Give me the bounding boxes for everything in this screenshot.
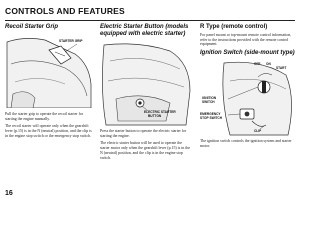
starter-grip-label: STARTER GRIP [59,39,83,43]
electric-title-line-2: equipped with electric starter) [100,31,186,37]
emergency-stop-label-line-1: EMERGENCY [200,112,221,117]
electric-para-2: The electric starter button will be used to operate the starter motor only when the gearshift lever (p.15) is in the N (neutral) position, and the clip is in the engine stop switch. [100,141,190,160]
page-title: CONTROLS AND FEATURES [5,6,125,16]
ignition-switch-label-line-2: SWITCH [202,100,215,105]
ignition-figure [200,59,296,137]
recoil-section [5,24,93,142]
rtype-section [200,24,296,152]
rtype-title: R Type (remote control) [200,24,268,30]
electric-button-label-line-2: BUTTON [148,114,162,118]
emergency-stop-label-line-2: STOP SWITCH [200,116,223,121]
recoil-title: Recoil Starter Grip [5,24,59,30]
clip-label: CLIP [254,129,262,134]
recoil-starter-illustration [5,34,93,108]
page-number: 16 [5,190,13,197]
electric-button-label-line-1: ELECTRIC STARTER [144,110,176,114]
ignition-para: The ignition switch controls the ignition system and starter motor. [200,139,292,148]
ignition-title: Ignition Switch (side-mount type) [200,50,295,57]
off-label: OFF [254,62,261,67]
electric-para-1: Press the starter button to operate the electric starter for starting the engine. [100,129,187,138]
electric-figure [100,41,192,127]
ignition-switch-label-line-1: IGNITION [202,96,217,101]
electric-section [100,24,192,163]
start-label: START [276,66,287,71]
recoil-figure [5,34,93,108]
title-rule [5,20,295,21]
electric-title-line-1: Electric Starter Button (models [100,24,189,30]
recoil-para-2: The recoil starter will operate only when the gearshift lever (p.15) is in the N (neutral) position, and the clip is in the engine stop switch or the emergency stop switch. [5,124,92,138]
rtype-para: For panel mount or top-mount remote control information, refer to the instructions provided with the remote control equipment. [200,33,292,47]
on-label: ON [266,62,271,67]
recoil-para-1: Pull the starter grip to operate the recoil starter for starting the engine manually. [5,112,84,121]
